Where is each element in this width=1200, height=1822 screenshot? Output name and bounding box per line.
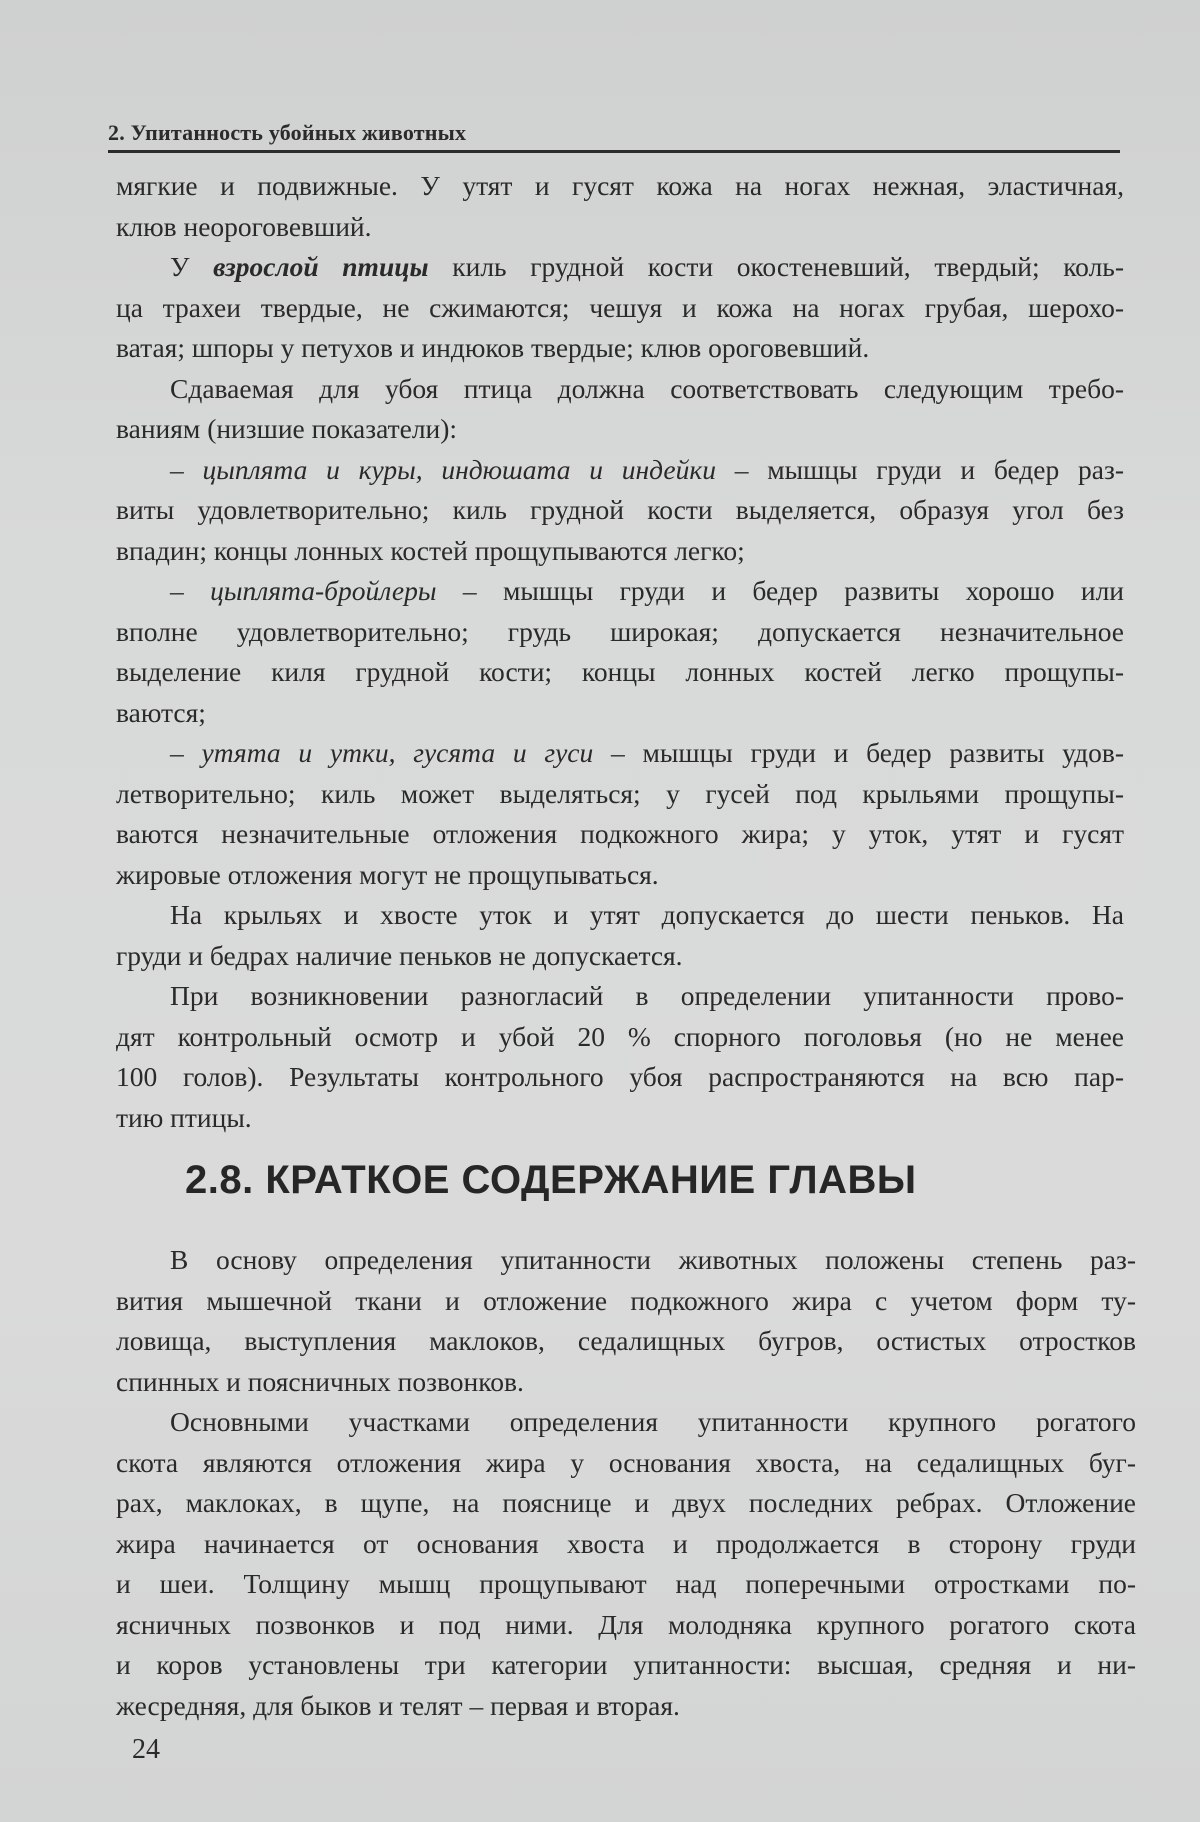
text-line: выделение киля грудной кости; концы лонных костей легко прощупы-: [116, 656, 1124, 687]
text-line: [116, 450, 1124, 491]
text-run: – мышцы груди и бедер развиты удов-: [593, 737, 1124, 768]
text-line: мягкие и подвижные. У утят и гусят кожа на ногах нежная, эластичная,: [116, 170, 1124, 201]
text-line: ватая; шпоры у петухов и индюков твердые; клюв ороговевший.: [116, 332, 870, 363]
text-run: У: [170, 251, 214, 282]
emphasis-term: – утята и утки, гусята и гуси: [170, 737, 594, 768]
text-line: вития мышечной ткани и отложение подкожного жира с учетом форм ту-: [116, 1284, 1136, 1316]
page-number: 24: [132, 1734, 160, 1765]
text-line: [116, 733, 1124, 774]
text-line: скота являются отложения жира у основания хвоста, на седалищных буг-: [116, 1446, 1136, 1478]
running-head-title: 2. Упитанность убойных животных: [108, 120, 467, 145]
emphasis-term: взрослой птицы: [213, 251, 429, 282]
text-line: ваются;: [116, 696, 206, 728]
section-body-text: [116, 1240, 1136, 1726]
emphasis-term: – цыплята-бройлеры: [170, 575, 437, 606]
text-line: и шеи. Толщину мышц прощупывают над поперечными отростками по-: [116, 1568, 1136, 1599]
text-line: тию птицы.: [116, 1101, 252, 1133]
text-line: В основу определения упитанности животных положены степень раз-: [170, 1244, 1136, 1275]
text-line: груди и бедрах наличие пеньков не допускается.: [116, 939, 683, 971]
text-line: клюв неороговевший.: [116, 210, 372, 242]
text-line: спинных и поясничных позвонков.: [116, 1365, 524, 1397]
text-line: летворительно; киль может выделяться; у гусей под крыльями прощупы-: [116, 777, 1124, 809]
text-line: ваются незначительные отложения подкожного жира; у уток, утят и гусят: [116, 818, 1124, 849]
text-line: рах, маклоках, в щупе, на пояснице и двух последних ребрах. Отложение: [116, 1487, 1136, 1518]
running-head: [108, 120, 1120, 153]
text-line: Основными участками определения упитанности крупного рогатого: [170, 1406, 1136, 1437]
text-line: Сдаваемая для убоя птица должна соответствовать следующим требо-: [170, 372, 1124, 404]
text-line: На крыльях и хвосте уток и утят допускается до шести пеньков. На: [170, 899, 1124, 930]
text-run: – мышцы груди и бедер развиты хорошо или: [436, 575, 1125, 606]
text-line: жировые отложения могут не прощупываться.: [116, 858, 659, 890]
text-line: жира начинается от основания хвоста и продолжается в сторону груди: [116, 1527, 1136, 1559]
text-run: – мышцы груди и бедер раз-: [715, 453, 1124, 485]
text-line: впадин; концы лонных костей прощупываются легко;: [116, 534, 745, 566]
text-line: ца трахеи твердые, не сжимаются; чешуя и кожа на ногах грубая, шерохо-: [116, 291, 1124, 323]
text-line: 100 голов). Результаты контрольного убоя распространяются на всю пар-: [116, 1061, 1124, 1092]
text-line: вполне удовлетворительно; грудь широкая; допускается незначительное: [116, 615, 1124, 647]
text-line: ваниям (низшие показатели):: [116, 413, 458, 444]
section-heading: 2.8. КРАТКОЕ СОДЕРЖАНИЕ ГЛАВЫ: [185, 1158, 917, 1202]
text-line: ловища, выступления маклоков, седалищных бугров, остистых отростков: [116, 1325, 1136, 1356]
text-run: киль грудной кости окостеневший, твердый; коль-: [428, 251, 1124, 282]
text-line: ясничных позвонков и под ними. Для молодняка крупного рогатого скота: [116, 1608, 1136, 1640]
text-line: и коров установлены три категории упитанности: высшая, средняя и ни-: [116, 1649, 1136, 1680]
text-line: жесредняя, для быков и телят – первая и вторая.: [116, 1689, 680, 1721]
text-line: [116, 247, 1124, 288]
text-line: дят контрольный осмотр и убой 20 % спорного поголовья (но не менее: [116, 1020, 1124, 1052]
text-line: При возникновении разногласий в определении упитанности прово-: [170, 980, 1124, 1011]
text-line: [116, 571, 1124, 612]
body-text: [116, 166, 1124, 1138]
text-line: виты удовлетворительно; киль грудной кости выделяется, образуя угол без: [116, 494, 1124, 525]
emphasis-term: – цыплята и куры, индюшата и индейки: [170, 453, 716, 485]
